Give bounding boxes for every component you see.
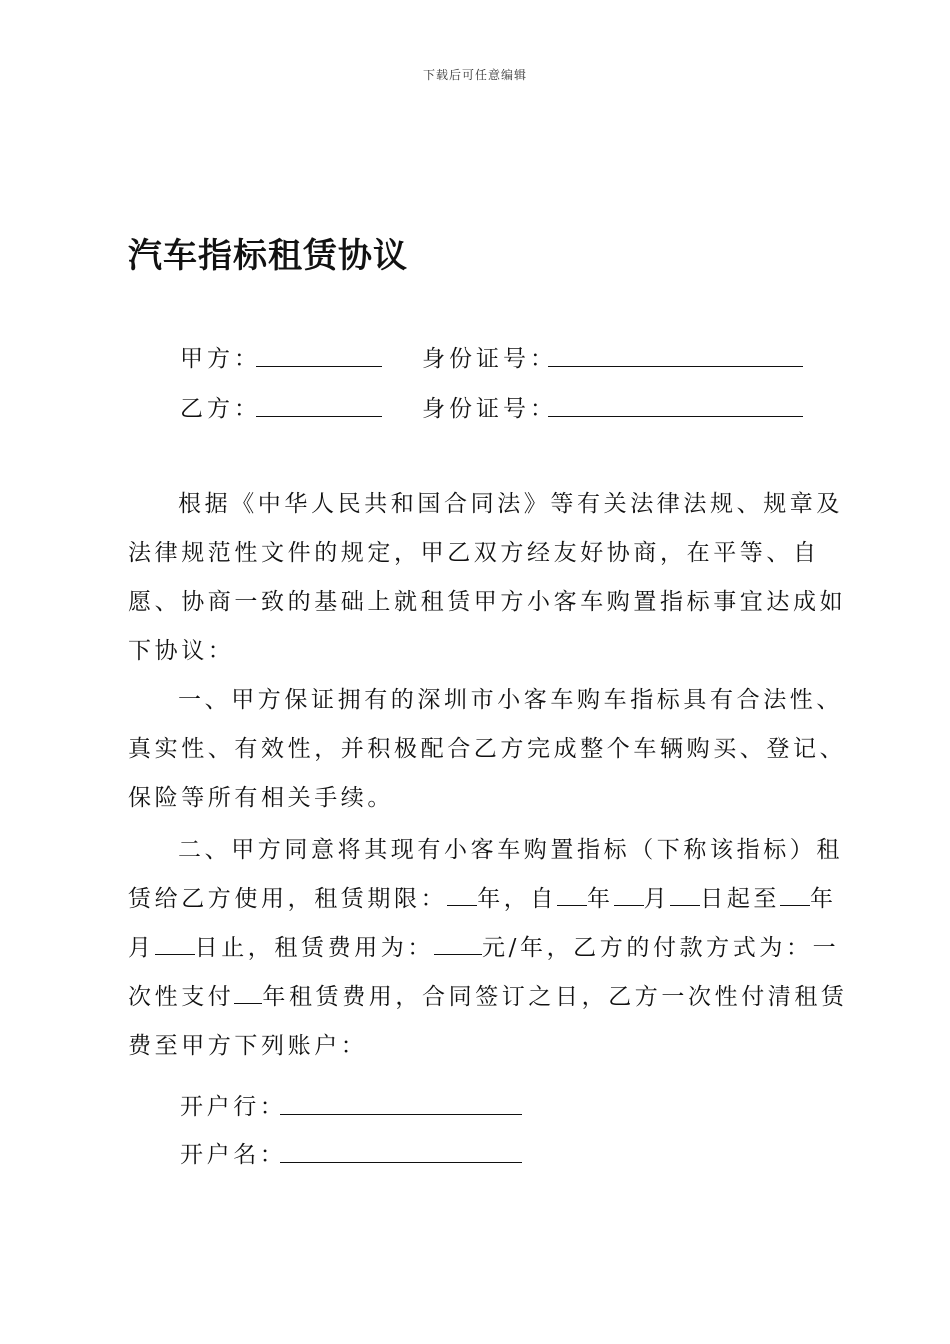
bank-blank[interactable] <box>280 1092 522 1115</box>
bank-label: 开户行： <box>180 1094 287 1120</box>
clause-2-text: 年，自 <box>477 886 558 912</box>
clause-1-line: 保险等所有相关手续。 <box>128 785 394 811</box>
clause-2-text: 次性支付 <box>128 984 235 1010</box>
account-name-label: 开户名： <box>180 1142 287 1168</box>
clause-2-line: 二、甲方同意将其现有小客车购置指标（下称该指标）租 <box>178 837 843 863</box>
clause-1-line: 真实性、有效性，并积极配合乙方完成整个车辆购买、登记、 <box>128 736 847 762</box>
party-b-id-blank[interactable] <box>548 390 803 417</box>
start-year-blank[interactable] <box>557 883 587 906</box>
clause-2-paragraph <box>128 826 848 1071</box>
end-month-blank[interactable] <box>155 932 195 955</box>
party-b-id-label: 身份证号： <box>422 396 557 422</box>
preamble-line: 下协议： <box>128 638 235 664</box>
clause-2-text: 年 <box>810 886 837 912</box>
start-month-blank[interactable] <box>614 883 644 906</box>
party-b-label: 乙方： <box>180 396 261 422</box>
document-title: 汽车指标租赁协议 <box>128 236 408 276</box>
party-b-name-blank[interactable] <box>256 390 382 417</box>
clause-2-text: 日起至 <box>700 886 781 912</box>
clause-2-text: 元/年，乙方的付款方式为：一 <box>482 935 840 961</box>
clause-2-line: 费至甲方下列账户： <box>128 1033 368 1059</box>
clause-2-text: 月 <box>128 935 155 961</box>
clause-2-text: 日止，租赁费用为： <box>194 935 435 961</box>
clause-2-text: 年租赁费用，合同签订之日，乙方一次性付清租赁 <box>262 984 848 1010</box>
clause-1-paragraph <box>128 676 847 823</box>
preamble-line: 根据《中华人民共和国合同法》等有关法律法规、规章及 <box>178 491 843 517</box>
party-a-name-blank[interactable] <box>256 340 382 367</box>
clause-2-line <box>128 924 838 973</box>
party-a-label: 甲方： <box>180 346 261 372</box>
preamble-line: 愿、协商一致的基础上就租赁甲方小客车购置指标事宜达成如 <box>128 589 847 615</box>
clause-2-text: 年 <box>587 886 614 912</box>
account-name-row <box>180 1136 286 1169</box>
party-a-id-label: 身份证号： <box>422 346 557 372</box>
preamble-paragraph <box>128 480 847 676</box>
start-day-blank[interactable] <box>670 883 700 906</box>
lease-years-blank[interactable] <box>447 883 477 906</box>
account-name-blank[interactable] <box>280 1140 522 1163</box>
end-year-blank[interactable] <box>780 883 810 906</box>
clause-2-line <box>128 973 848 1022</box>
bank-row <box>180 1088 286 1121</box>
paid-years-blank[interactable] <box>234 981 262 1004</box>
clause-2-text: 赁给乙方使用，租赁期限： <box>128 886 448 912</box>
clause-2-line <box>128 875 838 924</box>
header-note: 下载后可任意编辑 <box>422 68 527 82</box>
clause-2-text: 月 <box>643 886 671 912</box>
preamble-line: 法律规范性文件的规定，甲乙双方经友好协商，在平等、自 <box>128 540 820 566</box>
clause-1-line: 一、甲方保证拥有的深圳市小客车购车指标具有合法性、 <box>178 687 843 713</box>
rent-amount-blank[interactable] <box>434 932 482 955</box>
party-a-id-blank[interactable] <box>548 340 803 367</box>
